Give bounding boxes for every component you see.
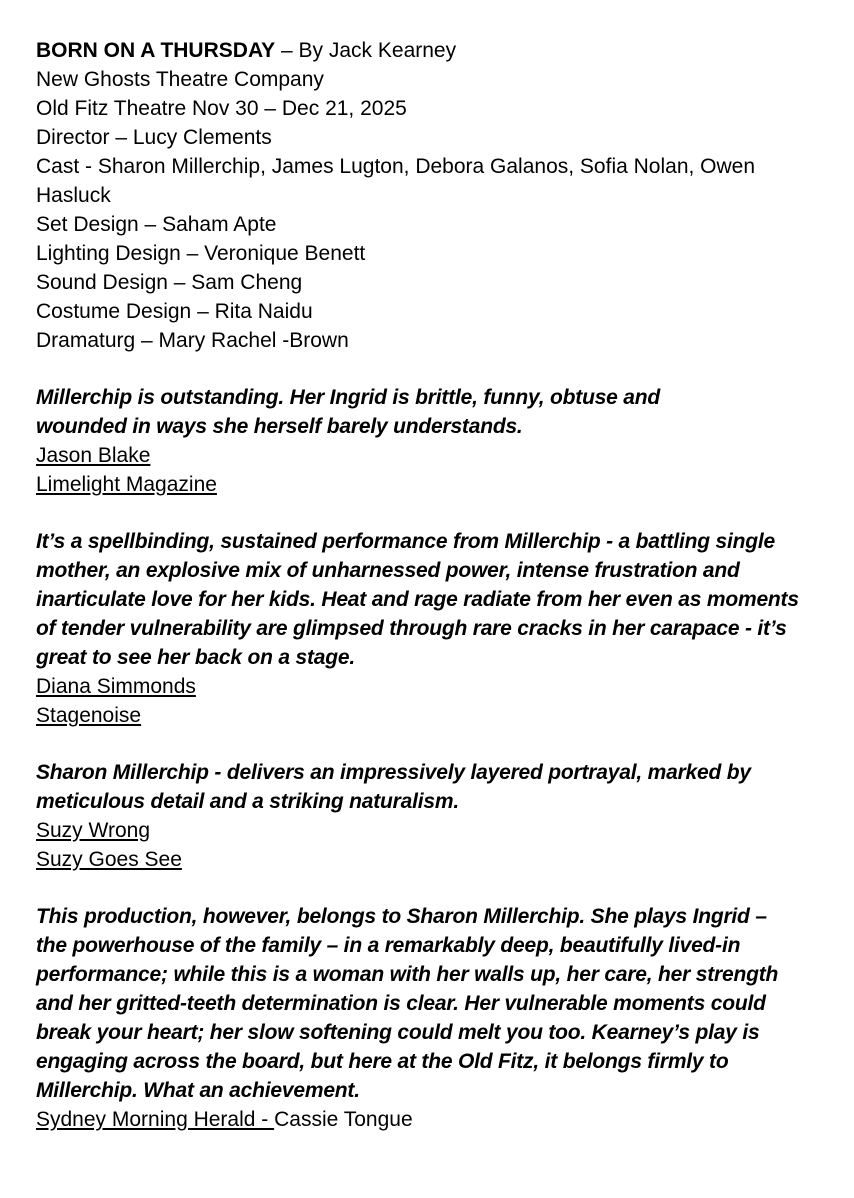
critic-link[interactable]: Jason Blake [36,444,151,467]
spacer [36,355,826,383]
review-quote: Sharon Millerchip - delivers an impressively layered portrayal, marked by meticulous detail and a striking naturalism. [36,761,751,813]
publication-link[interactable]: Sydney Morning Herald - [36,1108,275,1131]
review-quote: This production, however, belongs to Sharon Millerchip. She plays Ingrid – the powerhouse of the family – in a remarkably deep, beautifully lived-in performance; while this is a woman with her walls up, her care, her strength and her gritted-teeth determination is clear. Her vulnerable moments could break your heart; her slow softening could melt you too. Kearney’s play is engaging across the board, but here at the Old Fitz, it belongs firmly to Millerchip. What an achievement. [36,905,779,1102]
critic-link[interactable]: Diana Simmonds [36,675,196,698]
play-title: BORN ON A THURSDAY [36,39,276,62]
lighting-design-line: Lighting Design – Veronique Benett [36,242,366,265]
review-block [36,527,826,730]
review-block [36,758,826,874]
critic-name: Cassie Tongue [274,1108,413,1131]
publication-link[interactable]: Suzy Goes See [36,848,182,871]
spacer [36,874,826,902]
review-quote: It’s a spellbinding, sustained performance from Millerchip - a battling single mother, an explosive mix of unharnessed power, intense frustration and inarticulate love for her kids. Heat and rage radiate from her even as moments of tender vulnerability are glimpsed through rare cracks in her carapace - it’s great to see her back on a stage. [36,530,799,669]
set-design-line: Set Design – Saham Apte [36,213,277,236]
review-block [36,383,826,499]
review-block [36,902,826,1134]
director-line: Director – Lucy Clements [36,126,272,149]
spacer [36,730,826,758]
title-line [36,36,826,65]
spacer [36,499,826,527]
publication-link[interactable]: Limelight Magazine [36,473,217,496]
cast-line: Cast - Sharon Millerchip, James Lugton, Debora Galanos, Sofia Nolan, Owen Hasluck [36,155,756,207]
attribution-line [36,1105,826,1134]
publication-link[interactable]: Stagenoise [36,704,142,727]
costume-design-line: Costume Design – Rita Naidu [36,300,313,323]
dramaturg-line: Dramaturg – Mary Rachel -Brown [36,329,349,352]
company-line: New Ghosts Theatre Company [36,68,324,91]
document-page [36,36,826,1134]
sound-design-line: Sound Design – Sam Cheng [36,271,303,294]
critic-link[interactable]: Suzy Wrong [36,819,150,842]
venue-dates-line: Old Fitz Theatre Nov 30 – Dec 21, 2025 [36,97,407,120]
play-byline: – By Jack Kearney [275,39,457,62]
review-quote: Millerchip is outstanding. Her Ingrid is brittle, funny, obtuse and wounded in ways she herself barely understands. [36,386,661,438]
